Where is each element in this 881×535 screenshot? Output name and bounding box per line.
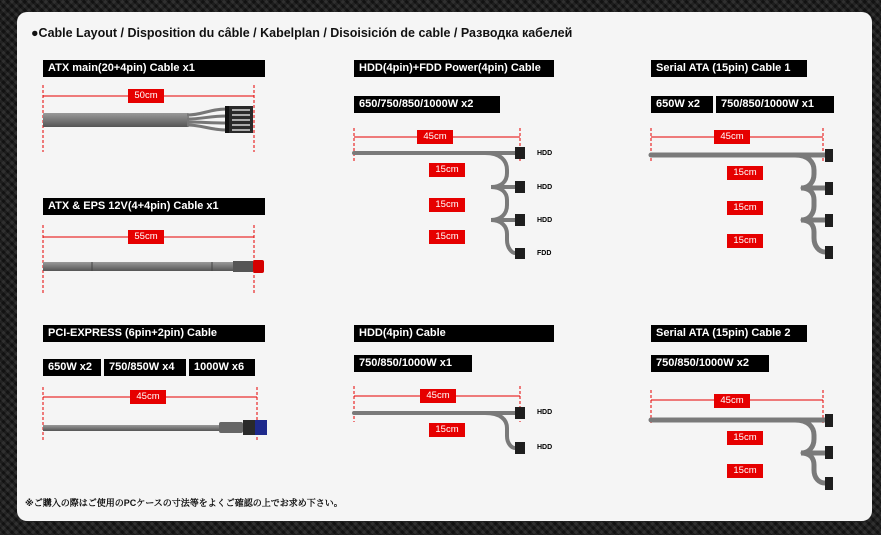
hdd-fdd-connector-label: HDD — [537, 217, 553, 224]
hdd-fdd-segment-length: 15cm — [429, 230, 465, 244]
sata1-segment-length: 15cm — [727, 201, 763, 215]
sata2-main-length: 45cm — [714, 394, 750, 408]
sata2-segment-length: 15cm — [727, 464, 763, 478]
pcie-length: 45cm — [130, 390, 166, 404]
hdd-fdd-connectors — [515, 147, 525, 259]
hdd-main-length: 45cm — [420, 389, 456, 403]
atx-eps-title: ATX & EPS 12V(4+4pin) Cable x1 — [43, 198, 265, 215]
hdd-fdd-connector-label: HDD — [537, 184, 553, 191]
atx-main-cable-bundle — [43, 113, 189, 127]
atx-eps-cable — [43, 262, 233, 271]
hdd-fdd-connector-label: HDD — [537, 150, 553, 157]
pcie-variant: 650W x2 — [43, 359, 101, 376]
sata1-segment-length: 15cm — [727, 234, 763, 248]
sata1-variant: 650W x2 — [651, 96, 713, 113]
sata1-main-length: 45cm — [714, 130, 750, 144]
hdd-segment-length: 15cm — [429, 423, 465, 437]
atx-main-fanout — [187, 109, 227, 130]
pcie-cable — [43, 425, 219, 431]
atx-main-connector-clip — [225, 106, 229, 133]
hdd-fdd-title: HDD(4pin)+FDD Power(4pin) Cable — [354, 60, 554, 77]
sata2-title: Serial ATA (15pin) Cable 2 — [651, 325, 807, 342]
page-title: ●Cable Layout / Disposition du câble / Kabelplan / Disoisición de cable / Разводка кабелей — [31, 26, 573, 40]
atx-main-title: ATX main(20+4pin) Cable x1 — [43, 60, 265, 77]
hdd-fdd-variant: 650/750/850/1000W x2 — [354, 96, 500, 113]
sata1-segment-length: 15cm — [727, 166, 763, 180]
hdd-fdd-main-length: 45cm — [417, 130, 453, 144]
cable-layout-panel — [17, 12, 872, 521]
sata1-variant: 750/850/1000W x1 — [716, 96, 834, 113]
atx-eps-connector — [253, 260, 264, 273]
hdd-variant: 750/850/1000W x1 — [354, 355, 472, 372]
sata2-connectors — [825, 414, 833, 490]
pcie-variant: 750/850W x4 — [104, 359, 186, 376]
hdd-connectors — [515, 407, 525, 454]
atx-eps-length: 55cm — [128, 230, 164, 244]
pcie-title: PCI-EXPRESS (6pin+2pin) Cable — [43, 325, 265, 342]
hdd-connector-label: HDD — [537, 444, 553, 451]
atx-eps-split — [233, 261, 253, 272]
hdd-connector-label: HDD — [537, 409, 553, 416]
sata2-segment-length: 15cm — [727, 431, 763, 445]
hdd-fdd-connector-label: FDD — [537, 250, 552, 257]
hdd-fdd-segment-length: 15cm — [429, 163, 465, 177]
atx-main-length: 50cm — [128, 89, 164, 103]
footnote: ※ご購入の際はご使用のPCケースの寸法等をよくご確認の上でお求め下さい。 — [25, 498, 343, 508]
hdd-title: HDD(4pin) Cable — [354, 325, 554, 342]
pcie-split — [219, 422, 243, 433]
pcie-variant: 1000W x6 — [189, 359, 255, 376]
hdd-fdd-segment-length: 15cm — [429, 198, 465, 212]
pcie-connector-2pin — [255, 420, 267, 435]
pcie-connector-6pin — [243, 420, 255, 435]
sata1-connectors — [825, 149, 833, 259]
sata2-variant: 750/850/1000W x2 — [651, 355, 769, 372]
sata1-title: Serial ATA (15pin) Cable 1 — [651, 60, 807, 77]
